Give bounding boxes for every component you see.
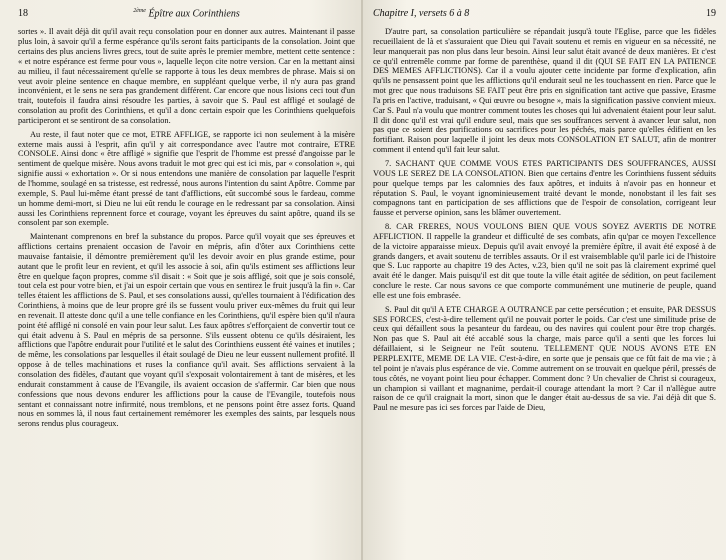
left-page-number: 18 bbox=[18, 8, 28, 20]
paragraph: S. Paul dit qu'il A ETE CHARGE A OUTRANCE par cette persécution ; et ensuite, PAR DESSUS SES FORCES, c'est-à-dire tellement qu'il ne pouvait porter le poids. Car c'est une similitude prise de ceux qui défaillent sous la pesanteur du fardeau, ou des navires qui coulent pour être trop chargés. Non pas que S. Paul ait été accablé sous la charge, mais parce qu'il a senti que les forces lui défaillaient, si le Seigneur ne l'eût soutenu. TELLEMENT QUE NOUS AVONS ETE EN PERPLEXITE, MEME DE LA VIE. C'est-à-dire, en sorte que je pensais que ce fût fait de ma vie ; à tel point je n'avais plus espérance de vie. Comme autrement on se trouvait en quelque péril, pressés de tous côtés, ne voyant point lieu pour échapper. Comment donc ? Un chevalier de Christ si courageux, un champion si vaillant et magnanime, perdait-il courage attendant la mort ? Car il n'allègue autre raison de ce qu'il craignait la mort, sinon que le danger était au-dessus de sa vie. J'ai déjà dit que S. Paul ne mesure pas ici ses forces par l'aide de Dieu, bbox=[373, 304, 716, 413]
right-page-header bbox=[373, 8, 716, 19]
left-running-title bbox=[133, 8, 239, 19]
right-running-title: Chapitre I, versets 6 à 8 bbox=[373, 8, 470, 19]
paragraph: 7. SACHANT QUE COMME VOUS ETES PARTICIPANTS DES SOUFFRANCES, AUSSI VOUS LE SEREZ DE LA CONSOLATION. Bien que certains d'entre les Corinthiens fussent séduits pour quelque temps par les calomnies des faux apôtres, et induits à n'avoir pas en honneur et réputation S. Paul, le voyant ignominieusement traité devant le monde, nonobstant il les fait ses compagnons tant en participation de ses afflictions que de l'espoir de consolation, corrigeant leur fausse et perverse opinion, sans les blâmer ouvertement. bbox=[373, 158, 716, 218]
left-page-body bbox=[18, 27, 355, 429]
running-title-text: Épître aux Corinthiens bbox=[145, 8, 240, 20]
paragraph: Maintenant comprenons en bref la substance du propos. Parce qu'il voyait que ses épreuves et afflictions certains prenaient occasion de l'avoir en mépris, afin d'ôter aux Corinthiens cette mauvaise fantaisie, il démontre premièrement qu'il les devoir avoir en plus grande estime, pour autant que le profit leur en revient, et qu'il les associe à soi, afin qu'ils estiment ses afflictions leur être en quelque façon propres, comme s'il disait : « Soit que je sois affligé, soit que je sois consolé, tout cela est pour votre bien, et j'ai un espoir certain que vous en sentirez le fruit jusqu'à la fin ». Car telles étaient les afflictions de S. Paul, et ses consolations aussi, qu'elles tournaient à l'édification des Corinthiens, à moins que de leur propre gré ils se fussent voulu priver eux-mêmes du fruit qui leur en revenait. Il atteste donc qu'il a une telle confiance en les Corinthiens, qu'il espère bien qu'il n'aura point été affligé ni consolé en vain pour leur salut. Les faux apôtres s'efforçaient de convertir tout ce qui était advenu à S. Paul en mépris de sa personne. S'ils eussent obtenu ce qu'ils désiraient, les afflictions que l'apôtre endurait pour l'utilité et le salut des Corinthiens eussent été vaines et inutiles ; de même, les consolations par lesquelles il était soulagé de Dieu ne leur eussent nullement profité. Il oppose à de telles machinations et ruses la confiance qu'il avait. Ses afflictions servaient à la consolation des fidèles, d'autant que voyant qu'il s'exposait volontairement à tant de misères, et les endurait constamment à cause de l'Evangile, ils avaient occasion de s'affermir. Car bien que nous confessions que nous devons endurer les afflictions pour la cause de l'Evangile, toutefois nous sentant et connaissant notre infirmité, nous tremblons, et ne pensons point être assez forts. Quand nous en sommes là, il nous faut certainement remémorer les exemples des saints, par lesquels nous serons rendus plus courageux. bbox=[18, 232, 355, 429]
paragraph: 8. CAR FRERES, NOUS VOULONS BIEN QUE VOUS SOYEZ AVERTIS DE NOTRE AFFLICTION. Il rappelle la grandeur et difficulté de ses combats, afin qu'par ce moyen l'excellence de la victoire apparaisse mieux. Depuis qu'il avait envoyé la première épître, il avait été exposé à de grands dangers, et avait soutenu de terribles assauts. Or il est vraisemblable qu'il parle ici de l'histoire que S. Luc rapporte au chapitre 19 des Actes, v.23, bien qu'il ne soit pas là clairement exprimé quel avait été le danger. Mais puisqu'il est dit que toute la ville était agitée de sédition, on peut facilement conclure le reste. Car nous savons ce que comporte communément une mutinerie de peuple, quand elle est une fois embrasée. bbox=[373, 222, 716, 300]
paragraph: D'autre part, sa consolation particulière se répandait jusqu'à toute l'Eglise, parce que les fidèles recueillaient de là et s'assuraient que Dieu qui l'avait soutenu et remis en vigueur en sa nécessité, ne leur manquerait pas non plus dans leur besoin. Ainsi leur salut était avancé de deux manières. Et c'est ce qu'il entremêle comme par forme de parenthèse, quand il dit (QUI SE FAIT EN LA PATIENCE DES MEMES AFFLICTIONS). Car il a voulu ajouter cette incidente par forme d'explication, afin qu'ils ne pensassent point que les afflictions qu'il endurait seul ne les touchassent en rien. Parce que le mot grec que nous traduisons SE FAIT peut être pris en signification tant active que passive, Erasme l'a pris en l'active, traduisant, « Qui œuvre ou besogne », mais la signification passive convient mieux. Car S. Paul n'a voulu que montrer comment toutes les choses qui lui advenaient étaient pour leur salut. Il dit donc qu'il est vrai qu'il endure seul, mais que ses souffrances servent à avancer leur salut, non pas que ce soient des purifications ou sacrifices pour les péchés, mais parce qu'elles édifient en les fortifiant. Raison pour laquelle il joint les deux mots CONSOLATION ET SALUT, afin de montrer comment il entend qu'il fait leur salut. bbox=[373, 27, 716, 155]
right-page-body bbox=[373, 27, 716, 413]
paragraph: sortes ». Il avait déjà dit qu'il avait reçu consolation pour en donner aux autres. Maintenant il passe plus loin, à savoir qu'il a ferme espérance qu'ils seront faits participants de la consolation. Joint que certains des plus anciens livres grecs, tout de suite après le premier membre, mettent cette sentence : « et notre espérance est ferme pour vous », laquelle leçon cite notre version. Car en la mettant ainsi au milieu, il faut nécessairement qu'elle se rapporte à tous les deux membres de phrase. Mais si on veut avoir pleine sentence en chaque membre, en suppléant quelque verbe, il n'y aura pas grand inconvénient, et le sens ne sera pas grandement différent. Car encore que nous lisions ceci tout d'un trait, toutefois il faudra ainsi résoudre les parties, à savoir que S. Paul est affligé et soulagé de consolation au profit des Corinthiens, et qu'il a donc certain espoir que les Corinthiens quelquefois participeront et se sentiront de sa consolation. bbox=[18, 27, 355, 125]
right-page-number: 19 bbox=[706, 8, 716, 19]
right-page bbox=[363, 0, 726, 560]
left-page-header bbox=[18, 8, 355, 19]
running-title-superscript: 2ème bbox=[133, 8, 146, 14]
paragraph: Au reste, il faut noter que ce mot, ETRE AFFLIGE, se rapporte ici non seulement à la misère externe mais aussi à l'esprit, afin qu'il y ait correspondance avec l'autre mot contraire, ETRE CONSOLE. Ainsi donc « être affligé » signifie que l'esprit de l'homme est pressé d'angoisse par le sentiment de quelque misère. Nous avons traduit le mot grec qui est ici mis, par « consolation », qui signifie aussi « exhortation ». Or si nous entendons une manière de consolation par laquelle l'esprit de l'homme, soulagé en sa tristesse, est redressé, nous aurons l'intention du saint Apôtre. Comme par exemple, S. Paul lui-même étant pressé de tant d'afflictions, eût succombé sous le fardeau, comme un homme demi-mort, si Dieu ne lui eût rendu le courage en le redressant par sa consolation. Ainsi aussi les Corinthiens reprennent force et courage, voyant les épreuves du saint apôtre, quand ils se consolent par son exemple. bbox=[18, 129, 355, 228]
